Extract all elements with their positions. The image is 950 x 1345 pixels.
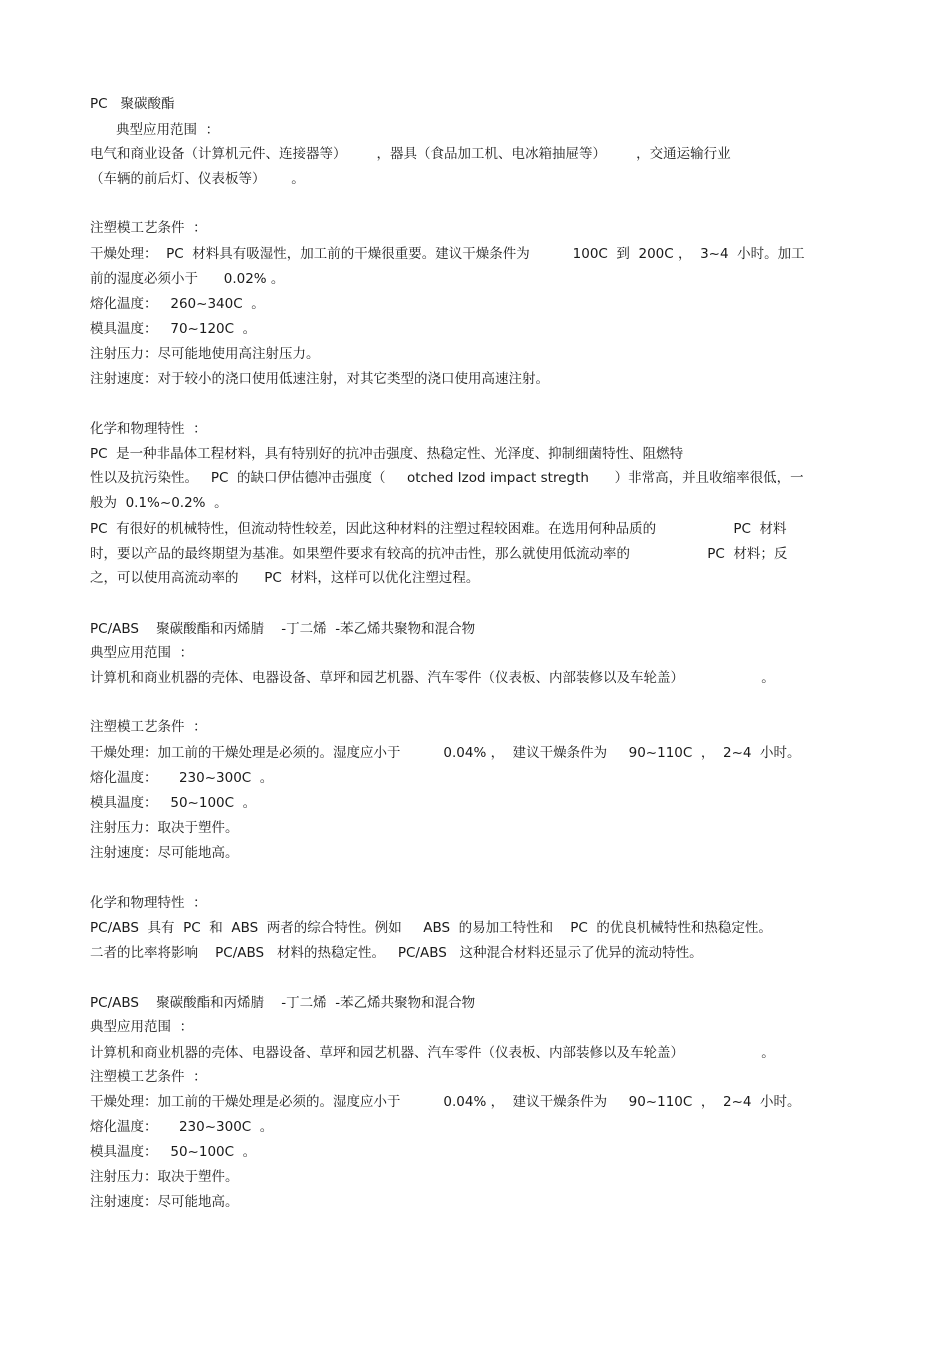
paragraph-line: 性以及抗污染性。 PC 的缺口伊估德冲击强度（ otched Izod impact stregth ）非常高，并且收缩率很低，一 xyxy=(90,470,804,486)
paragraph-line: 之，可以使用高流动率的 PC 材料，这样可以优化注塑过程。 xyxy=(90,570,480,586)
paragraph-line: 注射压力：尽可能地使用高注射压力。 xyxy=(90,346,320,362)
paragraph-line: 熔化温度： 230~300C 。 xyxy=(90,1119,274,1135)
paragraph-line: PC/ABS 具有 PC 和 ABS 两者的综合特性。例如 ABS 的易加工特性和 PC 的优良机械特性和热稳定性。 xyxy=(90,920,772,936)
application-heading: 典型应用范围 ： xyxy=(90,1019,194,1035)
process-heading: 注塑模工艺条件 ： xyxy=(90,719,207,735)
application-heading: 典型应用范围 ： xyxy=(116,122,220,138)
paragraph-line: 时，要以产品的最终期望为基准。如果塑件要求有较高的抗冲击性，那么就使用低流动率的 PC 材料；反 xyxy=(90,546,788,562)
paragraph-line: 干燥处理：加工前的干燥处理是必须的。湿度应小于 0.04% ， 建议干燥条件为 90~110C ， 2~4 小时。 xyxy=(90,1094,801,1110)
paragraph-line: 熔化温度： 260~340C 。 xyxy=(90,296,265,312)
properties-heading: 化学和物理特性 ： xyxy=(90,895,207,911)
paragraph-line: （车辆的前后灯、仪表板等） 。 xyxy=(90,171,305,187)
properties-heading: 化学和物理特性 ： xyxy=(90,421,207,437)
section-title-pc-abs: PC/ABS 聚碳酸酯和丙烯腈 -丁二烯 -苯乙烯共聚物和混合物 xyxy=(90,621,476,637)
paragraph-line: 熔化温度： 230~300C 。 xyxy=(90,770,274,786)
paragraph-line: 电气和商业设备（计算机元件、连接器等） ，器具（食品加工机、电冰箱抽屉等） ，交通运输行业 xyxy=(90,146,731,162)
paragraph-line: 般为 0.1%~0.2% 。 xyxy=(90,495,228,511)
paragraph-line: PC 有很好的机械特性，但流动特性较差，因此这种材料的注塑过程较困难。在选用何种品质的 PC 材料 xyxy=(90,521,787,537)
paragraph-line: 计算机和商业机器的壳体、电器设备、草坪和园艺机器、汽车零件（仪表板、内部装修以及车轮盖） 。 xyxy=(90,670,775,686)
paragraph-line: PC 是一种非晶体工程材料，具有特别好的抗冲击强度、热稳定性、光泽度、抑制细菌特性、阻燃特 xyxy=(90,446,684,462)
paragraph-line: 前的湿度必须小于 0.02% 。 xyxy=(90,271,285,287)
paragraph-line: 干燥处理：加工前的干燥处理是必须的。湿度应小于 0.04% ， 建议干燥条件为 90~110C ， 2~4 小时。 xyxy=(90,745,801,761)
paragraph-line: 注射压力：取决于塑件。 xyxy=(90,1169,239,1185)
paragraph-line: 模具温度： 70~120C 。 xyxy=(90,321,257,337)
process-heading: 注塑模工艺条件 ： xyxy=(90,220,207,236)
paragraph-line: 注射速度：尽可能地高。 xyxy=(90,845,239,861)
paragraph-line: 注射压力：取决于塑件。 xyxy=(90,820,239,836)
process-heading: 注塑模工艺条件 ： xyxy=(90,1069,207,1085)
paragraph-line: 计算机和商业机器的壳体、电器设备、草坪和园艺机器、汽车零件（仪表板、内部装修以及车轮盖） 。 xyxy=(90,1045,775,1061)
paragraph-line: 二者的比率将影响 PC/ABS 材料的热稳定性。 PC/ABS 这种混合材料还显示了优异的流动特性。 xyxy=(90,945,703,961)
section-title-pc: PC 聚碳酸酯 xyxy=(90,96,175,112)
paragraph-line: 干燥处理： PC 材料具有吸湿性，加工前的干燥很重要。建议干燥条件为 100C 到 200C ， 3~4 小时。加工 xyxy=(90,246,805,262)
paragraph-line: 模具温度： 50~100C 。 xyxy=(90,795,257,811)
application-heading: 典型应用范围 ： xyxy=(90,645,194,661)
paragraph-line: 模具温度： 50~100C 。 xyxy=(90,1144,257,1160)
paragraph-line: 注射速度：对于较小的浇口使用低速注射，对其它类型的浇口使用高速注射。 xyxy=(90,371,549,387)
paragraph-line: 注射速度：尽可能地高。 xyxy=(90,1194,239,1210)
section-title-pc-abs: PC/ABS 聚碳酸酯和丙烯腈 -丁二烯 -苯乙烯共聚物和混合物 xyxy=(90,995,476,1011)
